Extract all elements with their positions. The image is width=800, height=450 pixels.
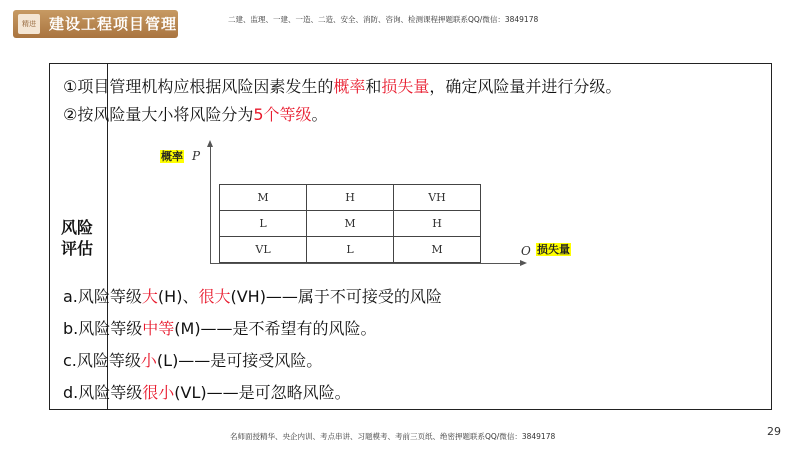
risk-cell: L xyxy=(220,211,307,237)
item-d-text-2: (VL)——是可忽略风险。 xyxy=(174,383,351,402)
item-a-text-3: (VH)——属于不可接受的风险 xyxy=(230,287,442,306)
x-axis-arrow xyxy=(520,260,527,266)
item-c-highlight: 小 xyxy=(140,351,157,370)
level-item-d xyxy=(63,382,351,404)
risk-cell: VH xyxy=(394,185,481,211)
header-bar xyxy=(0,0,800,44)
item-c-text-1: c.风险等级 xyxy=(63,351,141,370)
risk-cell: M xyxy=(220,185,307,211)
section-label-line-1: 风险 xyxy=(61,218,94,237)
section-label xyxy=(61,217,93,259)
item-d-highlight: 很小 xyxy=(142,383,175,402)
risk-cell: H xyxy=(394,211,481,237)
item-d-text-1: d.风险等级 xyxy=(63,383,143,402)
item-b-text-1: b.风险等级 xyxy=(63,319,143,338)
intro-line-1 xyxy=(63,76,621,98)
risk-cell: L xyxy=(307,237,394,263)
risk-cell: M xyxy=(307,211,394,237)
intro-1-highlight-probability: 概率 xyxy=(333,77,366,96)
x-axis-label: 损失量 xyxy=(537,243,570,256)
intro-line-2 xyxy=(63,104,328,126)
contact-banner-bottom: 名师面授精华、央企内训、考点串讲、习题模考、考前三页纸、绝密押题联系QQ/微信：3849178 xyxy=(230,432,556,441)
intro-1-highlight-loss: 损失量 xyxy=(381,77,430,96)
y-axis xyxy=(210,146,211,264)
risk-matrix-row xyxy=(220,185,481,211)
contact-banner-top: 二建、监理、一建、一造、二造、安全、消防、咨询、检测课程押题联系QQ/微信：3849178 xyxy=(228,15,539,24)
course-title: 建设工程项目管理 xyxy=(49,15,178,33)
risk-matrix-row xyxy=(220,211,481,237)
intro-1-text-a: ①项目管理机构应根据风险因素发生的 xyxy=(63,77,334,96)
item-c-text-2: (L)——是可接受风险。 xyxy=(156,351,323,370)
level-item-a xyxy=(63,286,442,308)
section-label-line-2: 评估 xyxy=(61,239,94,258)
risk-matrix xyxy=(219,184,481,263)
page-number: 29 xyxy=(767,425,781,438)
x-axis xyxy=(210,263,522,264)
item-a-highlight-1: 大 xyxy=(141,287,158,306)
intro-1-text-c: ，确定风险量并进行分级。 xyxy=(429,77,622,96)
brand-logo: 精进 xyxy=(18,14,40,34)
risk-cell: VL xyxy=(220,237,307,263)
item-a-highlight-2: 很大 xyxy=(198,287,231,306)
level-item-b xyxy=(63,318,377,340)
intro-2-text-b: 。 xyxy=(311,105,328,124)
item-b-text-2: (M)——是不希望有的风险。 xyxy=(174,319,377,338)
course-title-box xyxy=(13,10,178,38)
risk-matrix-row xyxy=(220,237,481,263)
origin-symbol: O xyxy=(521,244,531,258)
y-axis-label: 概率 xyxy=(161,150,183,163)
item-a-text-1: a.风险等级 xyxy=(63,287,142,306)
risk-cell: H xyxy=(307,185,394,211)
intro-2-text-a: ②按风险量大小将风险分为 xyxy=(63,105,254,124)
level-item-c xyxy=(63,350,322,372)
item-b-highlight: 中等 xyxy=(142,319,175,338)
item-a-text-2: (H)、 xyxy=(157,287,199,306)
risk-cell: M xyxy=(394,237,481,263)
y-axis-symbol: P xyxy=(192,149,201,163)
intro-2-highlight-levels: 5个等级 xyxy=(253,105,312,124)
intro-1-text-b: 和 xyxy=(365,77,382,96)
